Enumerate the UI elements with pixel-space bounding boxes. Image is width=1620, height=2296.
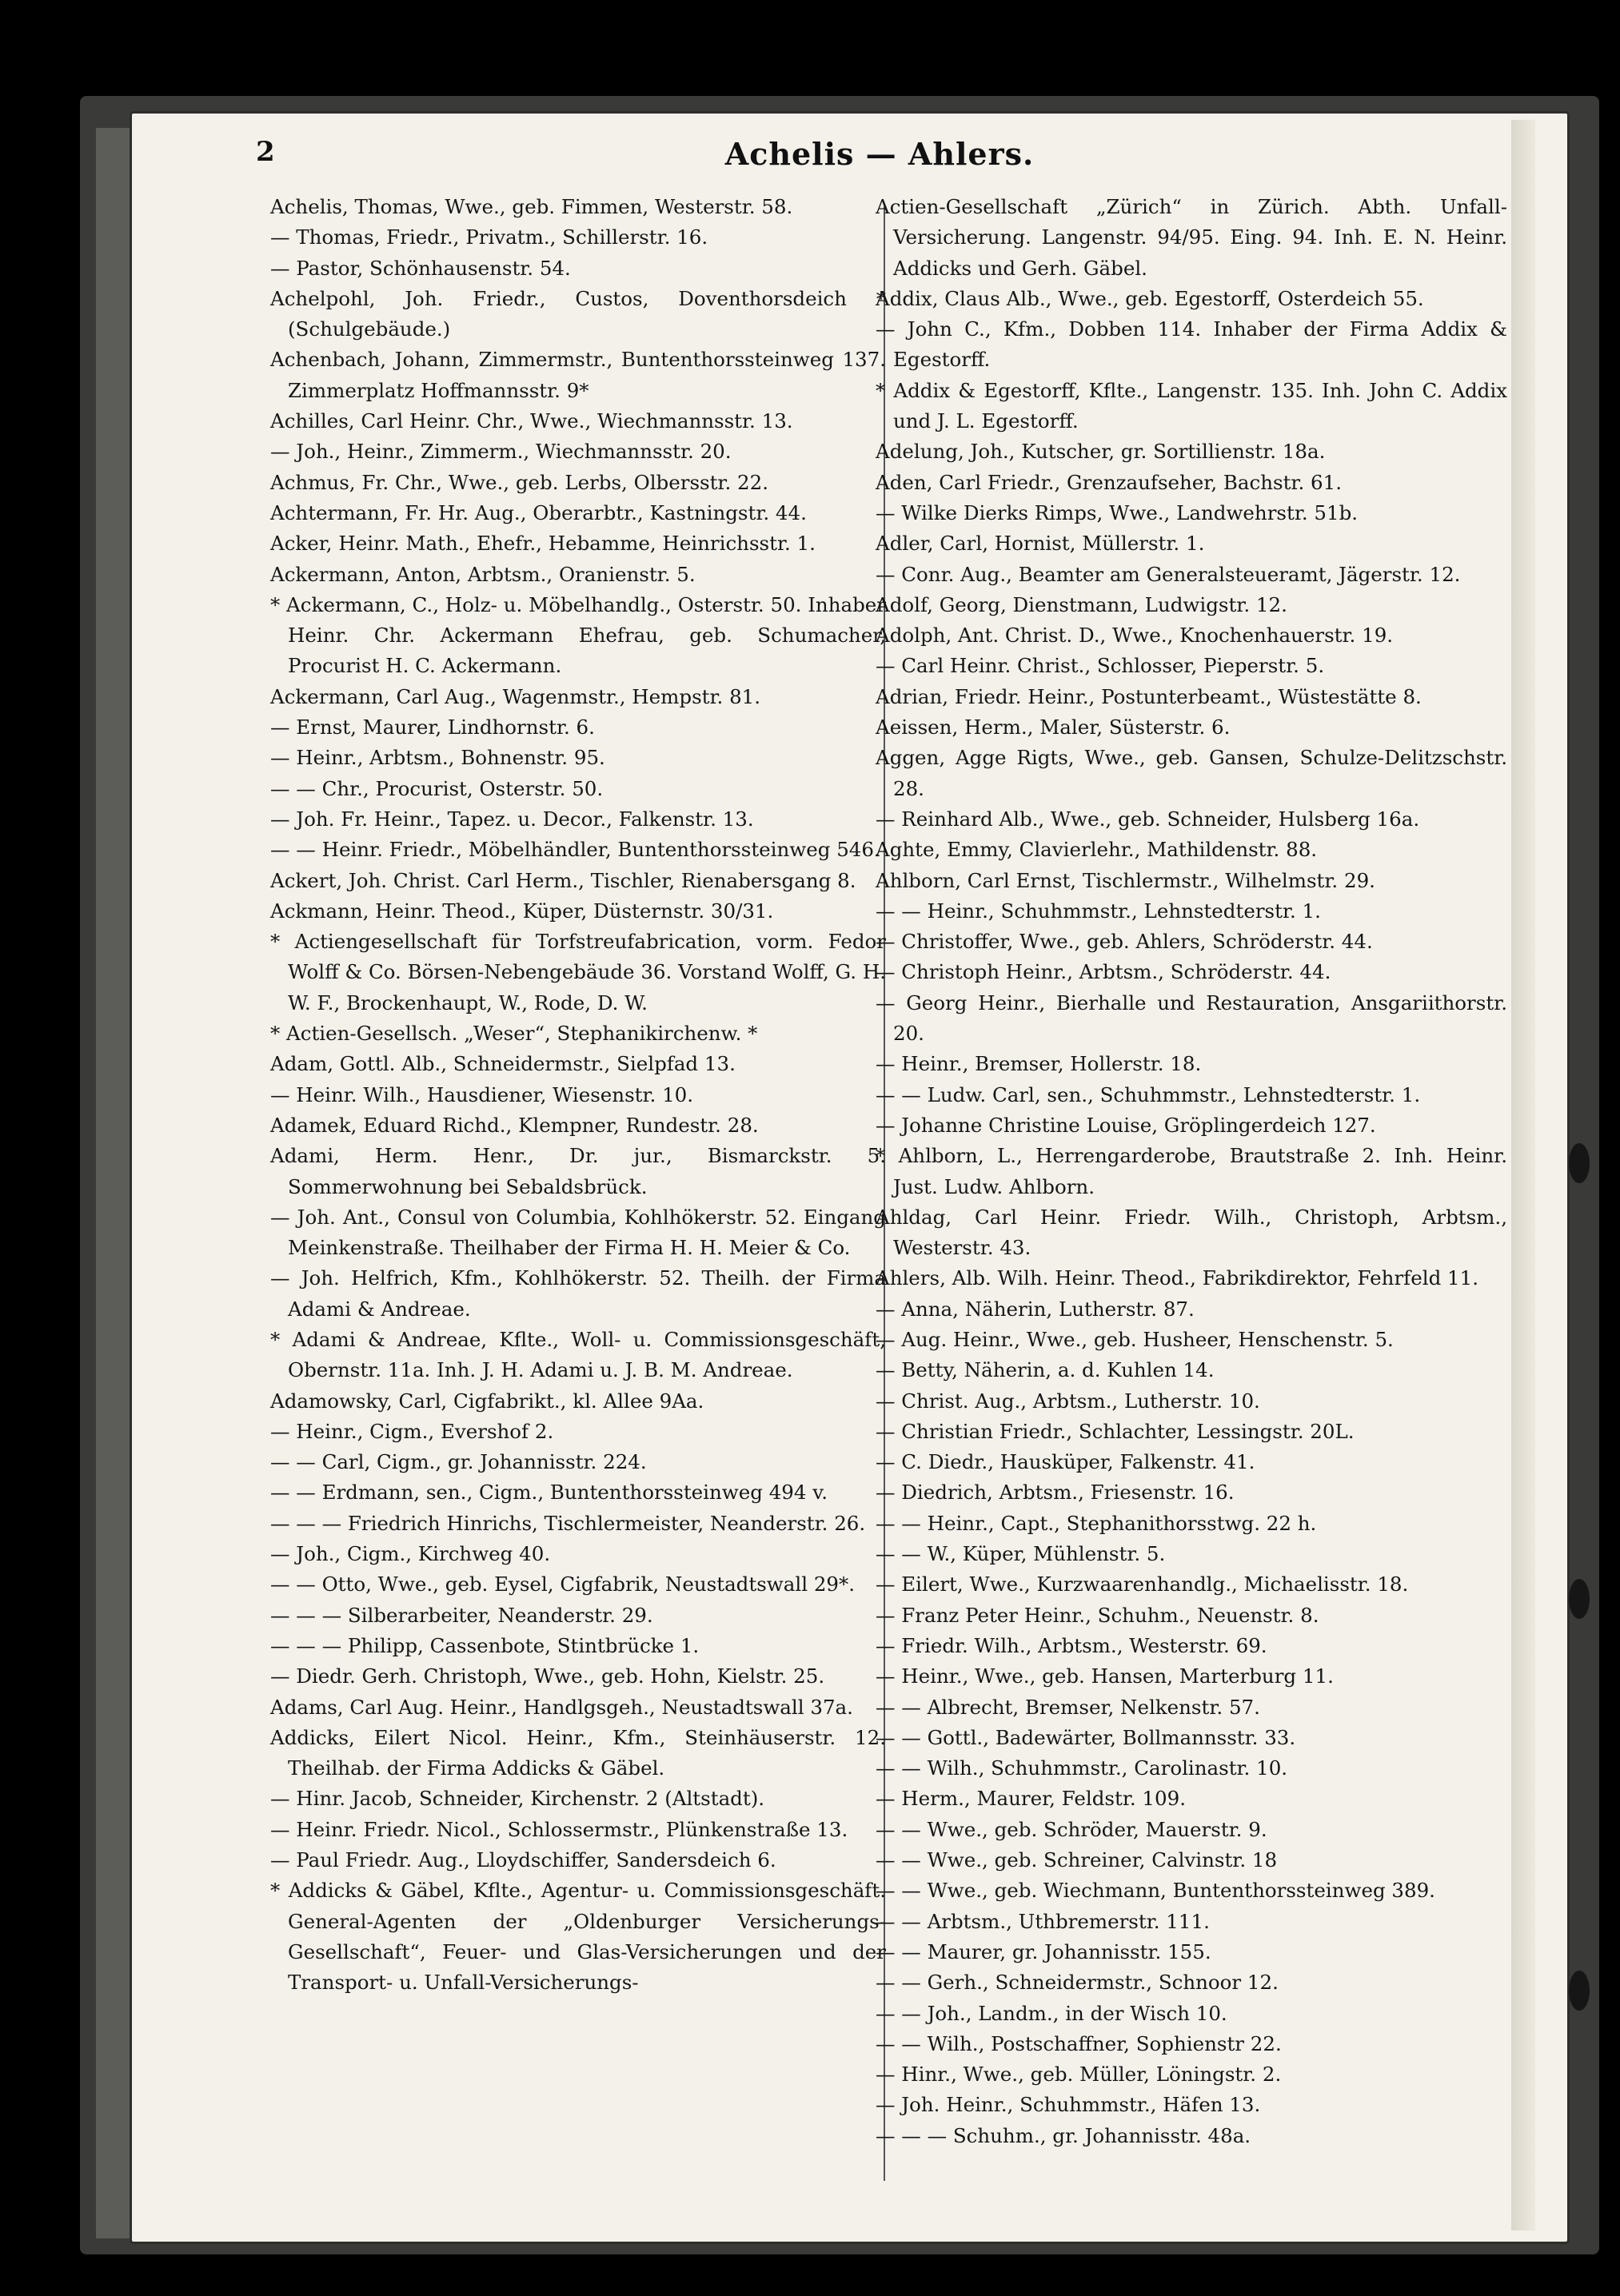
directory-entry: — — — Friedrich Hinrichs, Tischlermeister, Neanderstr. 26. [270, 1511, 866, 1535]
directory-entry: — Hinr. Jacob, Schneider, Kirchenstr. 2 (Altstadt). [270, 1787, 765, 1811]
directory-entry: Addix, Claus Alb., Wwe., geb. Egestorff, Osterdeich 55. [876, 286, 1424, 310]
directory-entry: — — — Philipp, Cassenbote, Stintbrücke 1. [270, 1633, 700, 1657]
directory-entry: — Christoffer, Wwe., geb. Ahlers, Schröderstr. 44. [876, 930, 1373, 954]
directory-entry: — Wilke Dierks Rimps, Wwe., Landwehrstr. 51b. [876, 500, 1359, 524]
directory-entry: — — Maurer, gr. Johannisstr. 155. [876, 1939, 1211, 1963]
directory-entry: — Joh. Fr. Heinr., Tapez. u. Decor., Falkenstr. 13. [270, 807, 754, 831]
directory-entry: — — Carl, Cigm., gr. Johannisstr. 224. [270, 1450, 647, 1474]
directory-entry: Addicks, Eilert Nicol. Heinr., Kfm., Steinhäuserstr. 12. Theilhab. der Firma Addicks & Gäbel. [270, 1725, 886, 1780]
directory-entry: Ackermann, Carl Aug., Wagenmstr., Hempstr. 81. [270, 684, 761, 708]
directory-entry: — Heinr., Bremser, Hollerstr. 18. [876, 1052, 1202, 1076]
directory-entry: — — Joh., Landm., in der Wisch 10. [876, 2001, 1227, 2025]
directory-entry: — Herm., Maurer, Feldstr. 109. [876, 1787, 1186, 1811]
directory-entry: Ahlborn, Carl Ernst, Tischlermstr., Wilhelmstr. 29. [876, 868, 1375, 892]
directory-entry: * Actien-Gesellsch. „Weser“, Stephanikirchenw. * [270, 1022, 758, 1046]
directory-entry: * Ackermann, C., Holz- u. Möbelhandlg., Osterstr. 50. Inhaber Heinr. Chr. Ackermann Ehefrau, geb. Schumacher, Procurist H. C. Ackermann. [270, 592, 886, 678]
directory-entry: — John C., Kfm., Dobben 114. Inhaber der Firma Addix & Egestorff. [876, 317, 1507, 372]
directory-entry: — — Chr., Procurist, Osterstr. 50. [270, 776, 604, 800]
ink-blot [1569, 1971, 1590, 2011]
directory-entry: Adelung, Joh., Kutscher, gr. Sortillienstr. 18a. [876, 440, 1326, 464]
directory-entry: — Georg Heinr., Bierhalle und Restauration, Ansgariithorstr. 20. [876, 991, 1507, 1046]
directory-entry: — — Albrecht, Bremser, Nelkenstr. 57. [876, 1695, 1260, 1719]
ink-blot [1569, 1579, 1590, 1619]
directory-entry: Ackert, Joh. Christ. Carl Herm., Tischler, Rienabersgang 8. [270, 868, 856, 892]
directory-entry: Aden, Carl Friedr., Grenzaufseher, Bachstr. 61. [876, 470, 1342, 494]
directory-entry: — Joh. Ant., Consul von Columbia, Kohlhökerstr. 52. Eingang Meinkenstraße. Theilhaber der Firma H. H. Meier & Co. [270, 1205, 886, 1260]
directory-entry: — — — Schuhm., gr. Johannisstr. 48a. [876, 2123, 1251, 2147]
directory-entry: * Addicks & Gäbel, Kfltе., Agentur- u. Commissionsgeschäft. General-Agenten der „Oldenburger Versicherungs-Gesellschaft“, Feuer- und Glas-Versicherungen und der Transport- u. Unfall-Versicherungs- [270, 1879, 886, 1995]
directory-entry: — Paul Friedr. Aug., Lloydschiffer, Sandersdeich 6. [270, 1848, 776, 1872]
directory-entry: — Conr. Aug., Beamter am Generalsteueramt, Jägerstr. 12. [876, 562, 1461, 586]
directory-entry: Ahlers, Alb. Wilh. Heinr. Theod., Fabrikdirektor, Fehrfeld 11. [876, 1266, 1478, 1290]
page-gutter [1511, 120, 1535, 2230]
directory-entry: Ackermann, Anton, Arbtsm., Oranienstr. 5. [270, 562, 696, 586]
directory-entry: Adami, Herm. Henr., Dr. jur., Bismarckstr. 5. Sommerwohnung bei Sebaldsbrück. [270, 1144, 886, 1198]
directory-entry: * Actiengesellschaft für Torfstreufabrication, vorm. Fedor Wolff & Co. Börsen-Nebengebäude 36. Vorstand Wolff, G. H. W. F., Brockenhaupt, W., Rode, D. W. [270, 930, 886, 1014]
directory-entry: Ahldag, Carl Heinr. Friedr. Wilh., Christoph, Arbtsm., Westerstr. 43. [876, 1205, 1507, 1260]
directory-entry: — — Wwe., geb. Schreiner, Calvinstr. 18 [876, 1848, 1278, 1872]
directory-entry: Aghte, Emmy, Clavierlehr., Mathildenstr. 88. [876, 838, 1318, 862]
directory-entry: Achmus, Fr. Chr., Wwe., geb. Lerbs, Olbersstr. 22. [270, 470, 768, 494]
directory-entry: Achenbach, Johann, Zimmermstr., Buntenthorssteinweg 137. Zimmerplatz Hoffmannsstr. 9* [270, 348, 886, 402]
directory-entry: — C. Diedr., Hausküper, Falkenstr. 41. [876, 1450, 1255, 1474]
directory-entry: — Eilert, Wwe., Kurzwaarenhandlg., Michaelisstr. 18. [876, 1573, 1409, 1596]
directory-entry: — — Heinr., Capt., Stephanithorsstwg. 22 h. [876, 1511, 1317, 1535]
directory-entry: — — Heinr. Friedr., Möbelhändler, Buntenthorssteinweg 546. [270, 838, 880, 862]
directory-entry: Adolf, Georg, Dienstmann, Ludwigstr. 12. [876, 592, 1287, 616]
directory-entry: — Heinr., Cigm., Evershof 2. [270, 1419, 554, 1443]
directory-entry: — Joh. Helfrich, Kfm., Kohlhökerstr. 52. Theilh. der Firma Adami & Andreae. [270, 1266, 886, 1321]
directory-entry: * Adami & Andreae, Kfltе., Woll- u. Commissionsgeschäft, Obernstr. 11a. Inh. J. H. Adami u. J. B. M. Andreae. [270, 1327, 886, 1382]
directory-entry: Aeissen, Herm., Maler, Süsterstr. 6. [876, 716, 1231, 739]
page-number: 2 [256, 136, 275, 168]
directory-entry: — Betty, Näherin, a. d. Kuhlen 14. [876, 1358, 1215, 1382]
directory-entry: Acker, Heinr. Math., Ehefr., Hebamme, Heinrichsstr. 1. [270, 532, 816, 556]
directory-entry: — Heinr. Wilh., Hausdiener, Wiesenstr. 10. [270, 1082, 694, 1106]
directory-entry: — Ernst, Maurer, Lindhornstr. 6. [270, 716, 595, 739]
left-column [270, 192, 886, 1999]
directory-entry: — Heinr., Wwe., geb. Hansen, Marterburg 11. [876, 1664, 1334, 1688]
directory-entry: — Heinr. Friedr. Nicol., Schlossermstr., Plünkenstraße 13. [270, 1817, 848, 1841]
directory-entry: — — Heinr., Schuhmmstr., Lehnstedterstr. 1. [876, 899, 1321, 923]
ink-blot [1569, 1143, 1590, 1183]
directory-entry: — Pastor, Schönhausenstr. 54. [270, 256, 571, 280]
directory-entry: Adler, Carl, Hornist, Müllerstr. 1. [876, 532, 1205, 556]
directory-entry: Achelis, Thomas, Wwe., geb. Fimmen, Westerstr. 58. [270, 195, 793, 218]
directory-entry: Aggen, Agge Rigts, Wwe., geb. Gansen, Schulze-Delitzschstr. 28. [876, 746, 1507, 800]
directory-entry: — — Arbtsm., Uthbremerstr. 111. [876, 1909, 1210, 1933]
directory-entry: Achelpohl, Joh. Friedr., Custos, Doventhorsdeich * (Schulgebäude.) [270, 286, 886, 341]
directory-entry: Achilles, Carl Heinr. Chr., Wwe., Wiechmannsstr. 13. [270, 409, 793, 433]
directory-entry: — Joh., Heinr., Zimmerm., Wiechmannsstr. 20. [270, 440, 732, 464]
directory-entry: * Ahlborn, L., Herrengarderobe, Brautstraße 2. Inh. Heinr. Just. Ludw. Ahlborn. [876, 1144, 1507, 1198]
running-title: Achelis — Ahlers. [724, 136, 1035, 172]
directory-entry: — — Wwe., geb. Schröder, Mauerstr. 9. [876, 1817, 1267, 1841]
directory-entry: — Joh., Cigm., Kirchweg 40. [270, 1542, 551, 1566]
directory-entry: — — Wwe., geb. Wiechmann, Buntenthorssteinweg 389. [876, 1879, 1435, 1903]
directory-entry: — Thomas, Friedr., Privatm., Schillerstr. 16. [270, 225, 708, 249]
directory-entry: — Joh. Heinr., Schuhmmstr., Häfen 13. [876, 2093, 1261, 2117]
directory-entry: — Anna, Näherin, Lutherstr. 87. [876, 1297, 1195, 1321]
directory-entry: — Christoph Heinr., Arbtsm., Schröderstr. 44. [876, 960, 1331, 984]
directory-entry: — Reinhard Alb., Wwe., geb. Schneider, Hulsberg 16a. [876, 807, 1420, 831]
directory-entry: — — — Silberarbeiter, Neanderstr. 29. [270, 1603, 653, 1627]
directory-entry: — — W., Küper, Mühlenstr. 5. [876, 1542, 1166, 1566]
directory-entry: — — Wilh., Schuhmmstr., Carolinastr. 10. [876, 1756, 1288, 1780]
directory-entry: — Diedr. Gerh. Christoph, Wwe., geb. Hohn, Kielstr. 25. [270, 1664, 825, 1688]
directory-entry: — Christian Friedr., Schlachter, Lessingstr. 20L. [876, 1419, 1355, 1443]
directory-entry: — Diedrich, Arbtsm., Friesenstr. 16. [876, 1481, 1235, 1505]
directory-entry: — Hinr., Wwe., geb. Müller, Löningstr. 2. [876, 2063, 1282, 2087]
directory-entry: — Carl Heinr. Christ., Schlosser, Pieperstr. 5. [876, 654, 1325, 678]
directory-entry: — Franz Peter Heinr., Schuhm., Neuenstr. 8. [876, 1603, 1319, 1627]
directory-entry: — — Otto, Wwe., geb. Eysel, Cigfabrik, Neustadtswall 29*. [270, 1573, 856, 1596]
directory-entry: Ackmann, Heinr. Theod., Küper, Düsternstr. 30/31. [270, 899, 774, 923]
directory-entry: Adamek, Eduard Richd., Klempner, Rundestr. 28. [270, 1113, 759, 1137]
directory-entry: Adolph, Ant. Christ. D., Wwe., Knochenhauerstr. 19. [876, 624, 1394, 648]
directory-entry: — — Erdmann, sen., Cigm., Buntenthorssteinweg 494 v. [270, 1481, 828, 1505]
directory-entry: — Heinr., Arbtsm., Bohnenstr. 95. [270, 746, 605, 770]
directory-entry: — Christ. Aug., Arbtsm., Lutherstr. 10. [876, 1389, 1260, 1413]
page-header [256, 136, 1503, 184]
directory-entry: — — Gerh., Schneidermstr., Schnoor 12. [876, 1971, 1279, 1995]
directory-entry: Actien-Gesellschaft „Zürich“ in Zürich. Abth. Unfall-Versicherung. Langenstr. 94/95. Eing. 94. Inh. E. N. Heinr. Addicks und Gerh. Gäbel. [876, 195, 1507, 280]
directory-entry: — — Wilh., Postschaffner, Sophienstr 22. [876, 2031, 1282, 2055]
directory-entry: — — Ludw. Carl, sen., Schuhmmstr., Lehnstedterstr. 1. [876, 1082, 1421, 1106]
directory-entry: Adam, Gottl. Alb., Schneidermstr., Sielpfad 13. [270, 1052, 736, 1076]
directory-entry: * Addix & Egestorff, Kfltе., Langenstr. 135. Inh. John C. Addix und J. L. Egestorff. [876, 378, 1507, 433]
directory-entry: — Johanne Christine Louise, Gröplingerdeich 127. [876, 1113, 1376, 1137]
directory-entry: Achtermann, Fr. Hr. Aug., Oberarbtr., Kastningstr. 44. [270, 500, 807, 524]
right-column [876, 192, 1507, 2151]
directory-entry: — Friedr. Wilh., Arbtsm., Westerstr. 69. [876, 1633, 1267, 1657]
directory-entry: — — Gottl., Badewärter, Bollmannsstr. 33. [876, 1725, 1296, 1749]
directory-entry: Adams, Carl Aug. Heinr., Handlgsgeh., Neustadtswall 37a. [270, 1695, 853, 1719]
directory-entry: Adrian, Friedr. Heinr., Postunterbeamt., Wüstestätte 8. [876, 684, 1422, 708]
directory-entry: Adamowsky, Carl, Cigfabrikt., kl. Allee 9Aa. [270, 1389, 704, 1413]
directory-entry: — Aug. Heinr., Wwe., geb. Husheer, Henschenstr. 5. [876, 1327, 1394, 1351]
